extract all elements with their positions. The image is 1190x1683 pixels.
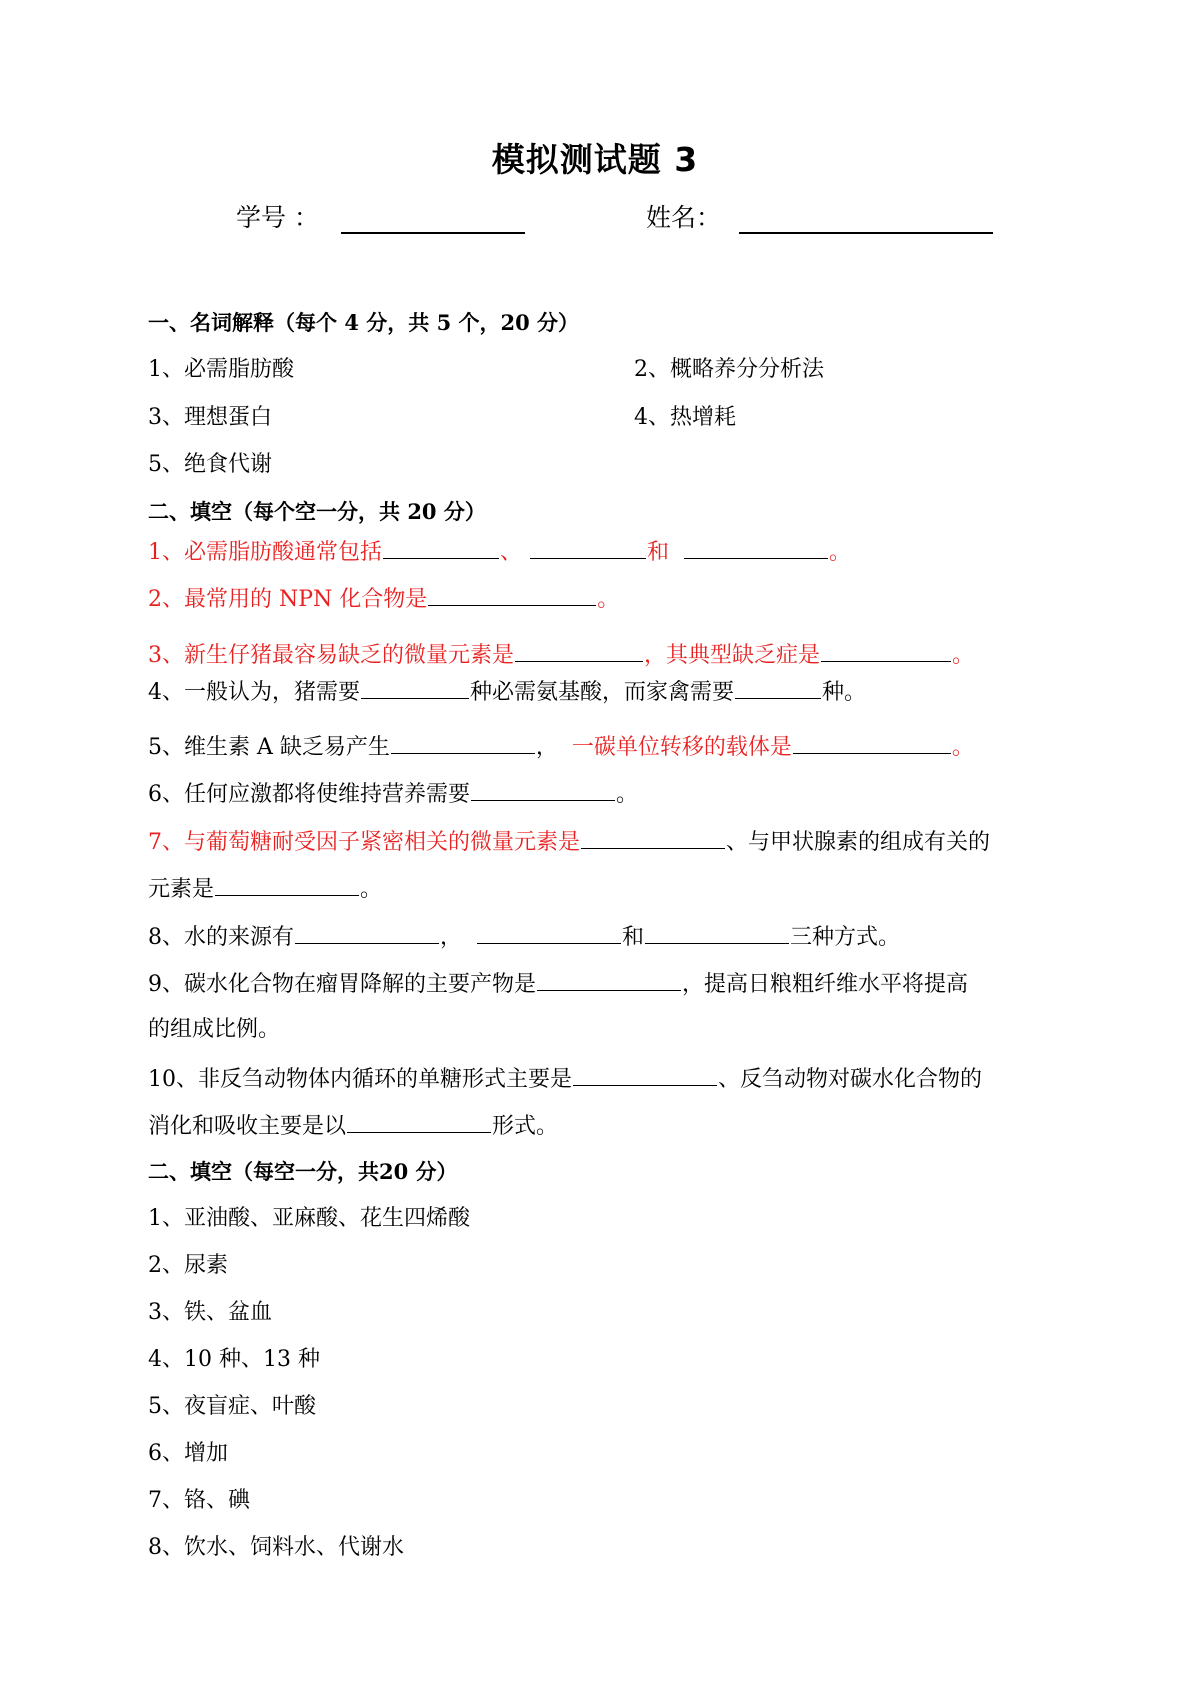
answer-blank[interactable] [471, 778, 615, 801]
question-10: 10、非反刍动物体内循环的单糖形式主要是 、反刍动物对碳水化合物的 [148, 1063, 982, 1095]
answer-blank[interactable] [581, 826, 725, 849]
question-4: 4、一般认为，猪需要 种必需氨基酸，而家禽需要 种。 [148, 676, 866, 708]
question-8: 8、水的来源有 ， 和 三种方式。 [148, 921, 900, 953]
question-2: 2、最常用的 NPN 化合物是 。 [148, 583, 619, 615]
answer-blank[interactable] [215, 873, 359, 896]
answer-blank[interactable] [347, 1110, 491, 1133]
page-title: 模拟测试题 3 [491, 140, 699, 179]
answer-item: 5、夜盲症、叶酸 [148, 1394, 316, 1419]
question-7: 7、与葡萄糖耐受因子紧密相关的微量元素是 、与甲状腺素的组成有关的 [148, 826, 990, 858]
question-9: 9、碳水化合物在瘤胃降解的主要产物是 ，提高日粮粗纤维水平将提高 [148, 968, 1048, 1000]
answer-blank[interactable] [515, 639, 643, 662]
answer-blank[interactable] [530, 536, 646, 559]
term-item: 1、必需脂肪酸 [148, 357, 294, 382]
answer-blank[interactable] [295, 921, 439, 944]
answer-blank[interactable] [383, 536, 499, 559]
question-1: 1、必需脂肪酸通常包括 、 和 。 [148, 536, 851, 568]
answer-item: 3、铁、盆血 [148, 1300, 272, 1325]
answer-blank[interactable] [684, 536, 828, 559]
term-item: 3、理想蛋白 [148, 405, 272, 430]
answer-item: 4、10 种、13 种 [148, 1347, 320, 1372]
answer-blank[interactable] [645, 921, 789, 944]
answer-blank[interactable] [573, 1063, 717, 1086]
student-id-row [236, 198, 525, 234]
term-item: 5、绝食代谢 [148, 452, 272, 477]
section1-heading: 一、名词解释（每个 4 分，共 5 个，20 分） [148, 310, 580, 335]
section2-heading: 二、填空（每个空一分，共 20 分） [148, 499, 486, 524]
answer-blank[interactable] [537, 968, 681, 991]
answer-blank[interactable] [735, 676, 821, 699]
answer-blank[interactable] [821, 639, 951, 662]
question-9-cont: 的组成比例。 [148, 1017, 281, 1042]
section3-heading: 二、填空（每空一分，共20 分） [148, 1159, 458, 1184]
question-7-cont: 元素是 。 [148, 873, 382, 905]
name-blank[interactable] [739, 204, 993, 234]
answer-blank[interactable] [793, 731, 951, 754]
student-id-blank[interactable] [341, 204, 525, 234]
answer-item: 1、亚油酸、亚麻酸、花生四烯酸 [148, 1206, 470, 1231]
term-item: 2、概略养分分析法 [634, 357, 824, 382]
answer-blank[interactable] [477, 921, 621, 944]
question-3: 3、新生仔猪最容易缺乏的微量元素是 ，其典型缺乏症是 。 [148, 639, 974, 671]
answer-item: 2、尿素 [148, 1253, 228, 1278]
answer-item: 8、饮水、饲料水、代谢水 [148, 1535, 404, 1560]
question-10-cont: 消化和吸收主要是以 形式。 [148, 1110, 558, 1142]
question-5: 5、维生素 A 缺乏易产生 ， 一碳单位转移的载体是 。 [148, 731, 974, 763]
answer-blank[interactable] [428, 583, 596, 606]
name-row [646, 198, 993, 234]
student-id-label: 学号 ： [236, 203, 319, 232]
answer-blank[interactable] [361, 676, 469, 699]
answer-item: 7、铬、碘 [148, 1488, 250, 1513]
answer-item: 6、增加 [148, 1441, 228, 1466]
name-label: 姓名： [646, 203, 722, 232]
question-6: 6、任何应激都将使维持营养需要 。 [148, 778, 638, 810]
term-item: 4、热增耗 [634, 405, 736, 430]
answer-blank[interactable] [391, 731, 535, 754]
